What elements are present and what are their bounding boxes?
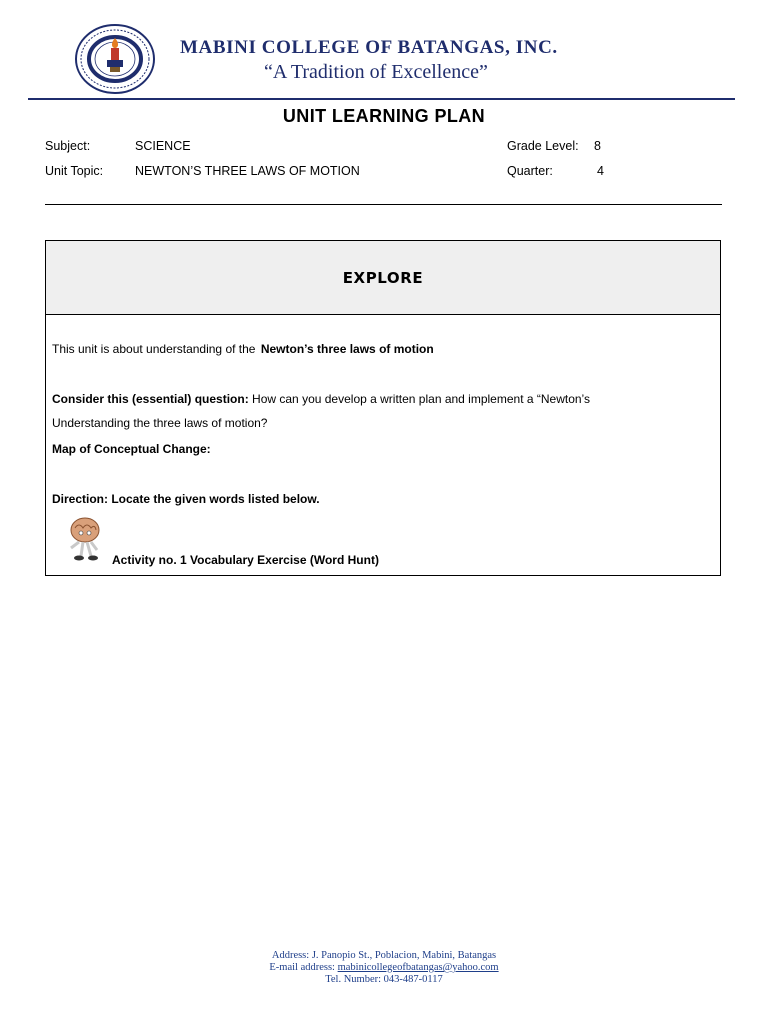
intro-topic: Newton’s three laws of motion (260, 342, 434, 356)
footer-address: Address: J. Panopio St., Poblacion, Mabini, Batangas (271, 950, 497, 961)
quarter-value: 4 (597, 164, 604, 178)
footer-email-line (0, 962, 768, 974)
intro-text: This unit is about understanding of the (52, 342, 256, 356)
header-divider (28, 98, 735, 100)
essential-question-text: How can you develop a written plan and implement a “Newton’s (252, 392, 591, 406)
explore-title: EXPLORE (342, 268, 424, 287)
intro-line (52, 342, 434, 356)
subject-value: SCIENCE (135, 139, 191, 153)
essential-question-label: Consider this (essential) question: (52, 392, 249, 406)
grade-level-value: 8 (594, 139, 601, 153)
direction-text: Direction: Locate the given words listed below. (52, 492, 320, 506)
map-of-conceptual-change-label: Map of Conceptual Change: (52, 442, 211, 456)
essential-question-continued: Understanding the three laws of motion? (52, 416, 268, 430)
footer-email-link[interactable]: mabinicollegeofbatangas@yahoo.com (337, 962, 499, 973)
subject-label: Subject: (45, 139, 91, 153)
college-seal-logo (74, 24, 156, 94)
unit-topic-value: NEWTON’S THREE LAWS OF MOTION (135, 164, 360, 178)
quarter-label: Quarter: (507, 164, 553, 178)
college-motto: “A Tradition of Excellence” (264, 61, 488, 83)
brain-mascot-icon (63, 516, 107, 562)
college-name: MABINI COLLEGE OF BATANGAS, INC. (180, 37, 558, 58)
grade-level-label: Grade Level: (507, 139, 579, 153)
explore-section (45, 240, 721, 576)
essential-question-line (52, 392, 590, 406)
info-divider (45, 204, 722, 205)
footer-telephone: Tel. Number: 043-487-0117 (325, 974, 443, 985)
activity-title: Activity no. 1 Vocabulary Exercise (Word Hunt) (112, 553, 379, 567)
explore-header (46, 241, 720, 315)
unit-topic-label: Unit Topic: (45, 164, 104, 178)
page-title: UNIT LEARNING PLAN (282, 106, 486, 126)
footer-email-label: E-mail address: (269, 962, 335, 973)
footer (0, 950, 768, 986)
